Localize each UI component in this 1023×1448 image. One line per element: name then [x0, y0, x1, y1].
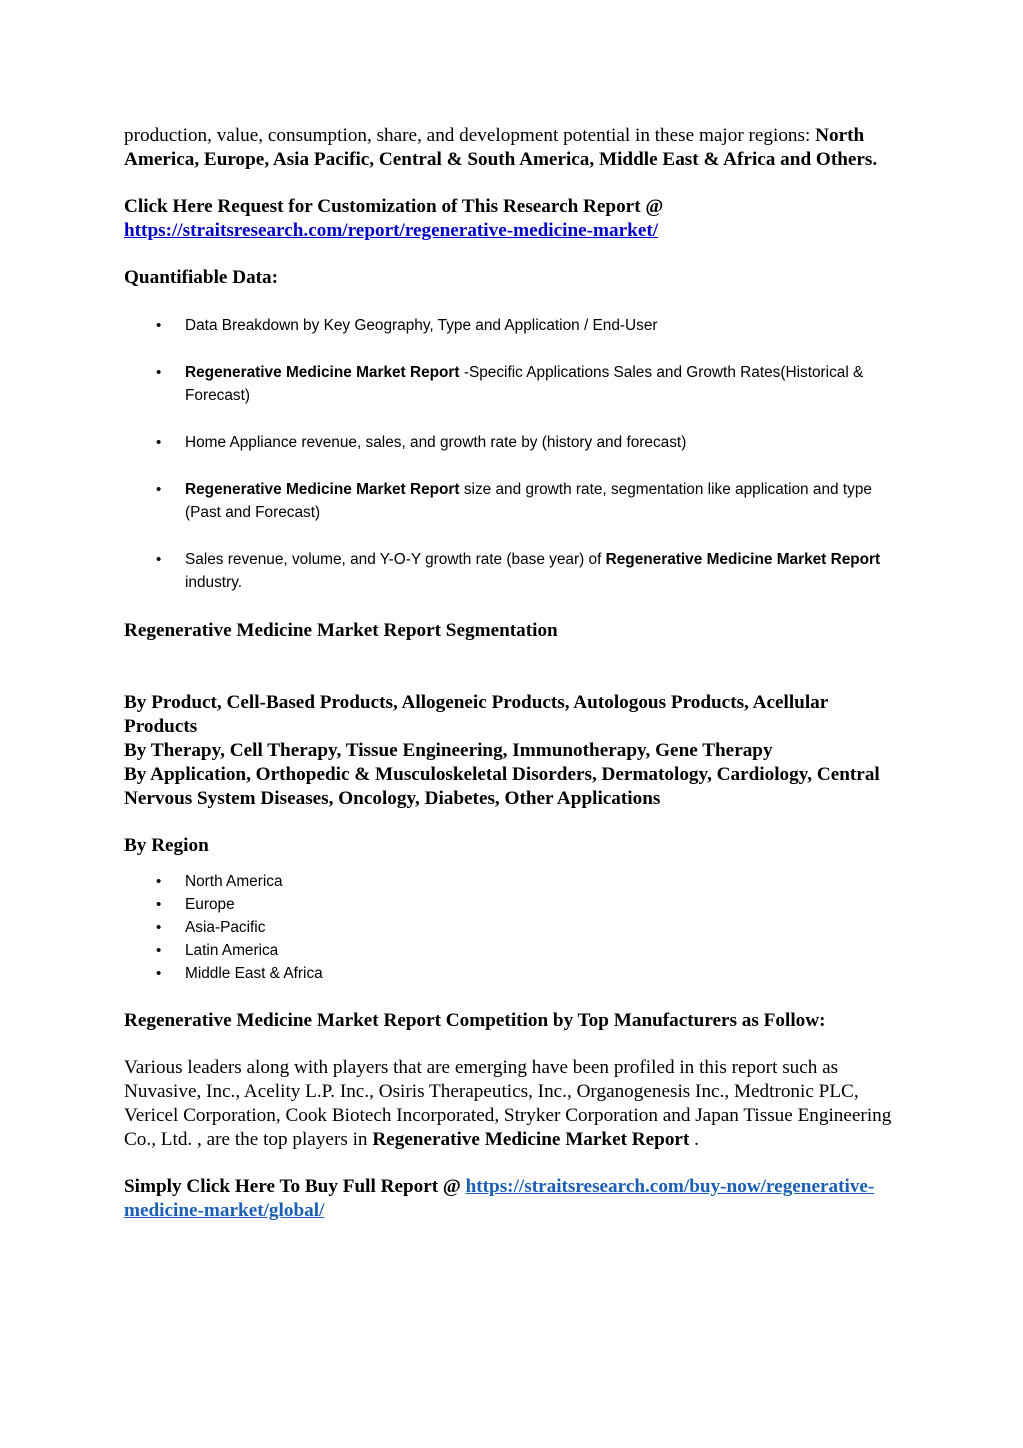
bullet-icon: • [156, 364, 162, 381]
bullet-icon: • [156, 873, 162, 890]
list-item [124, 916, 904, 939]
document-page [124, 124, 904, 1223]
list-item [124, 431, 904, 454]
segment-by-application: By Application, Orthopedic & Musculoskeletal Disorders, Dermatology, Cardiology, Central Nervous System Diseases, Oncology, Diabetes, Other Applications [124, 764, 880, 809]
list-item [124, 893, 904, 916]
region-item: Middle East & Africa [185, 965, 323, 982]
list-item [124, 314, 904, 337]
bullet-icon: • [156, 481, 162, 498]
list-item [124, 361, 904, 407]
quantifiable-heading: Quantifiable Data: [124, 267, 279, 288]
buy-label: Simply Click Here To Buy Full Report @ [124, 1176, 466, 1197]
buy-paragraph [124, 1175, 904, 1223]
segment-by-therapy: By Therapy, Cell Therapy, Tissue Engineering, Immunotherapy, Gene Therapy [124, 740, 773, 761]
competition-body: Various leaders along with players that are emerging have been profiled in this report such as Nuvasive, Inc., Acelity L.P. Inc., Osiris Therapeutics, Inc., Organogenesis Inc., Medtronic PLC, Vericel Corporation, Cook Biotech Incorporated, Stryker Corporation and Japan Tissue Engineering Co., Ltd. , are the top players in [124, 1057, 892, 1150]
region-list [124, 870, 904, 985]
list-item-text: size and growth rate, segmentation like application and type (Past and Forecast) [185, 481, 872, 521]
list-item-bold: Regenerative Medicine Market Report [185, 481, 460, 498]
segment-by-product: By Product, Cell-Based Products, Allogeneic Products, Autologous Products, Acellular Products [124, 692, 828, 737]
customization-label: Click Here Request for Customization of This Research Report @ [124, 196, 664, 217]
list-item-bold: Regenerative Medicine Market Report [185, 364, 460, 381]
customization-paragraph [124, 195, 904, 243]
bullet-icon: • [156, 551, 162, 568]
intro-regions: North America, Europe, Asia Pacific, Central & South America, Middle East & Africa and Others. [124, 125, 878, 170]
bullet-icon: • [156, 317, 162, 334]
region-item: North America [185, 873, 283, 890]
list-item [124, 939, 904, 962]
list-item [124, 870, 904, 893]
list-item-text: -Specific Applications Sales and Growth Rates(Historical & Forecast) [185, 364, 864, 404]
competition-body-end: . [689, 1129, 699, 1150]
list-item [124, 548, 904, 594]
competition-body-bold: Regenerative Medicine Market Report [372, 1129, 690, 1150]
buy-link[interactable]: https://straitsresearch.com/buy-now/regenerative-medicine-market/global/ [124, 1176, 875, 1221]
intro-line: production, value, consumption, share, and development potential in these major regions: [124, 125, 811, 146]
bullet-icon: • [156, 896, 162, 913]
competition-paragraph [124, 1056, 904, 1152]
list-item-text: Sales revenue, volume, and Y-O-Y growth rate (base year) of [185, 551, 606, 568]
bullet-icon: • [156, 942, 162, 959]
quantifiable-list [124, 314, 904, 594]
region-item: Europe [185, 896, 235, 913]
list-item-text: Home Appliance revenue, sales, and growth rate by (history and forecast) [185, 434, 687, 451]
region-item: Asia-Pacific [185, 919, 266, 936]
bullet-icon: • [156, 434, 162, 451]
list-item-bold: Regenerative Medicine Market Report [605, 551, 881, 568]
region-item: Latin America [185, 942, 279, 959]
segmentation-heading: Regenerative Medicine Market Report Segmentation [124, 620, 558, 641]
list-item [124, 962, 904, 985]
list-item [124, 478, 904, 524]
bullet-icon: • [156, 919, 162, 936]
bullet-icon: • [156, 965, 162, 982]
list-item-text: Data Breakdown by Key Geography, Type and Application / End-User [185, 317, 658, 334]
region-heading: By Region [124, 835, 209, 856]
customization-link[interactable]: https://straitsresearch.com/report/regenerative-medicine-market/ [124, 220, 659, 241]
competition-heading: Regenerative Medicine Market Report Competition by Top Manufacturers as Follow: [124, 1010, 826, 1031]
intro-paragraph [124, 124, 904, 172]
list-item-tail: industry. [185, 574, 243, 591]
